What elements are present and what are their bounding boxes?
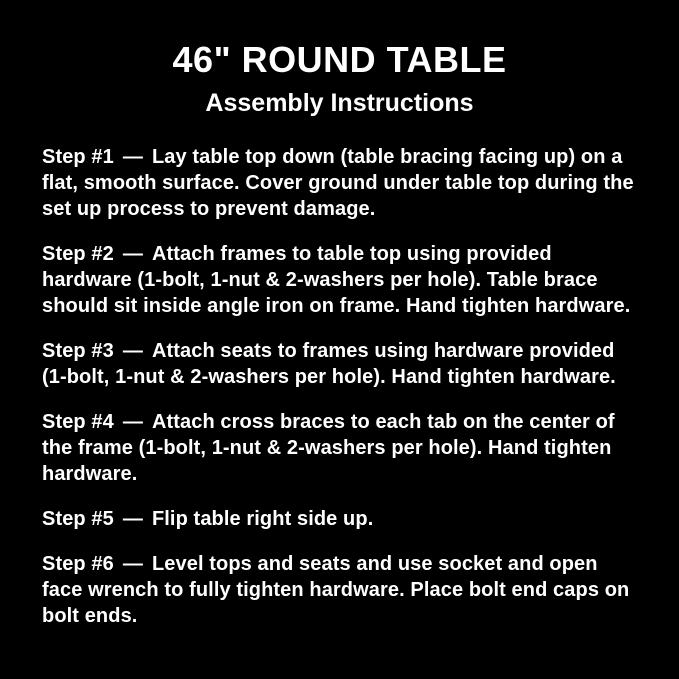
step-item — [42, 338, 637, 390]
page-title: 46" ROUND TABLE — [172, 39, 507, 80]
step-separator: — — [122, 553, 143, 576]
step-label: Step #4 — [42, 411, 114, 434]
step-item — [42, 506, 637, 532]
step-label: Step #5 — [42, 508, 114, 531]
step-item — [42, 241, 637, 319]
step-label: Step #2 — [42, 243, 114, 266]
steps-list — [42, 144, 637, 629]
step-text: Attach frames to table top using provided hardware (1-bolt, 1-nut & 2-washers per hole). Table brace should sit inside angle iron on frame. Hand tighten hardware. — [42, 243, 631, 318]
step-label: Step #1 — [42, 146, 114, 169]
step-text: Attach seats to frames using hardware provided (1-bolt, 1-nut & 2-washers per hole). Hand tighten hardware. — [42, 340, 616, 389]
step-separator: — — [122, 340, 143, 363]
step-text: Level tops and seats and use socket and open face wrench to fully tighten hardware. Place bolt end caps on bolt ends. — [42, 553, 630, 628]
step-separator: — — [122, 411, 143, 434]
step-label: Step #3 — [42, 340, 114, 363]
step-item — [42, 551, 637, 629]
step-separator: — — [122, 508, 143, 531]
step-separator: — — [122, 243, 143, 266]
step-separator: — — [122, 146, 143, 169]
page-subtitle: Assembly Instructions — [205, 88, 474, 117]
step-label: Step #6 — [42, 553, 114, 576]
step-text: Attach cross braces to each tab on the center of the frame (1-bolt, 1-nut & 2-washers per hole). Hand tighten hardware. — [42, 411, 615, 486]
step-text: Flip table right side up. — [151, 508, 374, 531]
step-item — [42, 144, 637, 222]
step-text: Lay table top down (table bracing facing up) on a flat, smooth surface. Cover ground under table top during the set up process to prevent damage. — [42, 146, 634, 221]
step-item — [42, 409, 637, 487]
